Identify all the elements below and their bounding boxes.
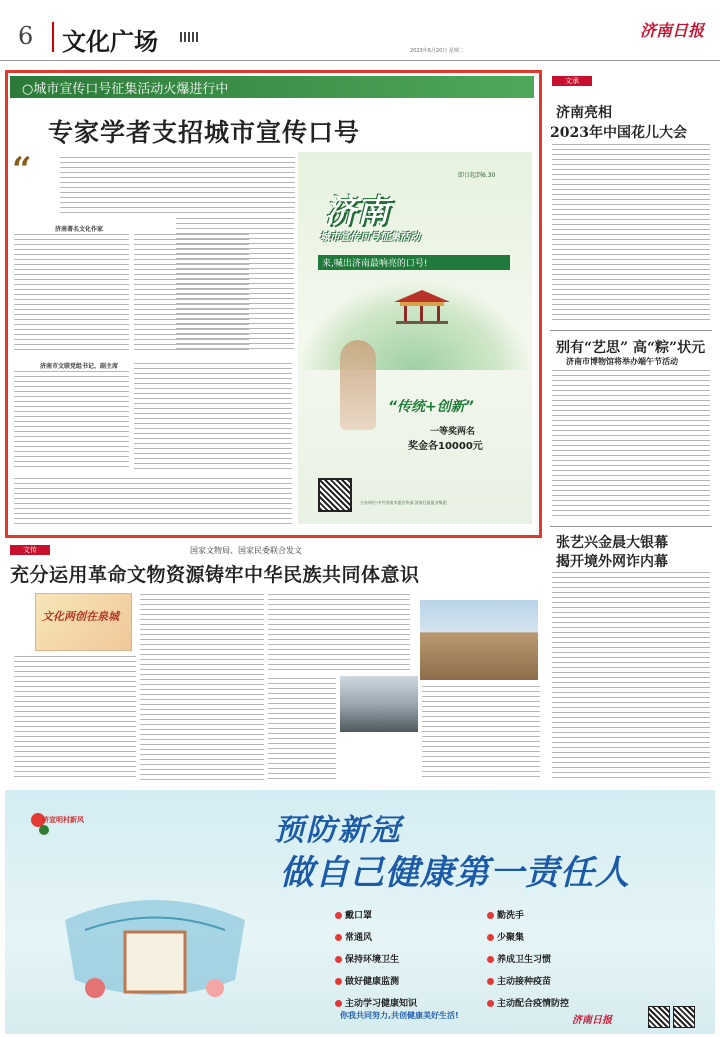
middle-column-4 <box>422 686 540 780</box>
poster-figure-illustration <box>340 340 376 430</box>
middle-column-3b <box>268 678 336 780</box>
bullet-icon <box>487 978 494 985</box>
feature-intro-text <box>60 157 295 215</box>
face-mask-illustration <box>55 870 255 1010</box>
banner-title-line1: 预防新冠 <box>274 813 402 848</box>
story2-title[interactable]: 别有“艺思” 高“粽”状元 <box>556 340 706 356</box>
middle-column-2 <box>140 594 264 780</box>
author-byline-1: 济南著名文化作家 <box>55 226 104 233</box>
poster-theme: “传统+创新” <box>388 399 474 415</box>
middle-article-tag: 文传 <box>10 545 50 555</box>
bullet-icon <box>335 956 342 963</box>
story2-body <box>552 370 710 520</box>
story3-title-line2[interactable]: 揭开境外网诈内幕 <box>556 554 668 570</box>
feature-column-2a <box>14 371 129 471</box>
feature-headline[interactable]: 专家学者支招城市宣传口号 <box>48 118 361 147</box>
story2-subtitle: 济南市博物馆将举办端午节活动 <box>566 357 678 366</box>
banner-qr-code-2[interactable] <box>673 1006 695 1028</box>
quote-mark-icon: “ <box>12 150 32 190</box>
bullet-icon <box>335 934 342 941</box>
culture-image-caption: 文化两创在泉城 <box>42 610 119 623</box>
feature-closing-text <box>14 478 292 526</box>
poster-prize-amount: 奖金各10000元 <box>408 441 483 452</box>
tip-item: 主动配合疫情防控 <box>487 996 569 1009</box>
header-divider <box>0 60 720 61</box>
tip-item: 养成卫生习惯 <box>487 952 569 965</box>
page-number: 6 <box>18 22 34 50</box>
header-accent-bar <box>52 22 54 52</box>
poster-organizer: 主办单位:中共济南市委宣传部 济南日报报业集团 <box>360 500 447 505</box>
story1-title-line2[interactable]: 2023年中国花儿大会 <box>550 125 687 141</box>
author-byline-2: 济南市文联党组书记、副主席 <box>40 363 119 370</box>
story1-title-line1[interactable]: 济南亮相 <box>556 105 612 121</box>
feature-column-1a <box>14 234 129 352</box>
bullet-icon <box>487 956 494 963</box>
banner-qr-code-1[interactable] <box>648 1006 670 1028</box>
middle-supertitle: 国家文物局、国家民委联合发文 <box>190 546 302 555</box>
header-decoration <box>180 32 200 42</box>
tip-item: 保持环境卫生 <box>335 952 417 965</box>
tip-item: 主动接种疫苗 <box>487 974 569 987</box>
tip-item: 戴口罩 <box>335 908 417 921</box>
campaign-logo-icon <box>28 806 108 846</box>
culture-image <box>35 593 132 651</box>
right-divider-1 <box>550 330 712 331</box>
middle-headline[interactable]: 充分运用革命文物资源铸牢中华民族共同体意识 <box>10 564 420 586</box>
bullet-icon <box>487 1000 494 1007</box>
bullet-icon <box>335 978 342 985</box>
tip-item: 主动学习健康知识 <box>335 996 417 1009</box>
poster-slogan: 来,喊出济南最响亮的口号! <box>322 259 428 269</box>
poster-subline: 城市宣传口号征集活动 <box>320 232 420 243</box>
story3-title-line1[interactable]: 张艺兴金晨大银幕 <box>556 535 668 551</box>
right-column-tag: 文承 <box>552 76 592 86</box>
story1-body <box>552 144 710 324</box>
story3-body <box>552 572 710 780</box>
feature-column-2b <box>134 363 292 471</box>
bullet-icon <box>487 912 494 919</box>
banner-title-line2: 做自己健康第一责任人 <box>280 853 630 893</box>
banner-tips-right <box>487 908 569 1009</box>
poster-headline: 济南 <box>325 192 390 230</box>
pavilion-icon <box>392 288 452 324</box>
feature-kicker: ○城市宣传口号征集活动火爆进行中 <box>22 82 229 97</box>
tip-item: 少聚集 <box>487 930 569 943</box>
tip-item: 勤洗手 <box>487 908 569 921</box>
right-divider-2 <box>550 526 712 527</box>
banner-footer-slogan: 你我共同努力,共创健康美好生活! <box>340 1011 459 1020</box>
paper-logo: 济南日报 <box>640 21 705 40</box>
poster-prize-count: 一等奖两名 <box>430 427 476 437</box>
feature-column-1c <box>176 218 294 352</box>
heritage-site-photo <box>340 676 418 732</box>
middle-column-1 <box>14 656 136 780</box>
bullet-icon <box>335 1000 342 1007</box>
middle-column-3a <box>268 594 410 674</box>
tip-item: 做好健康监测 <box>335 974 417 987</box>
campaign-logo-text: 济宣明村新风 <box>42 816 84 824</box>
heritage-house-photo <box>420 600 538 680</box>
poster-deadline: 即日起到6.30 <box>458 172 496 179</box>
banner-tips-left <box>335 908 417 1009</box>
section-title: 文化广场 <box>62 27 158 56</box>
bullet-icon <box>335 912 342 919</box>
issue-date: 2023年6月20日 星期二 <box>410 48 464 54</box>
banner-brand: 济南日报 <box>572 1015 612 1026</box>
poster-qr-code[interactable] <box>318 478 352 512</box>
tip-item: 常通风 <box>335 930 417 943</box>
bullet-icon <box>487 934 494 941</box>
